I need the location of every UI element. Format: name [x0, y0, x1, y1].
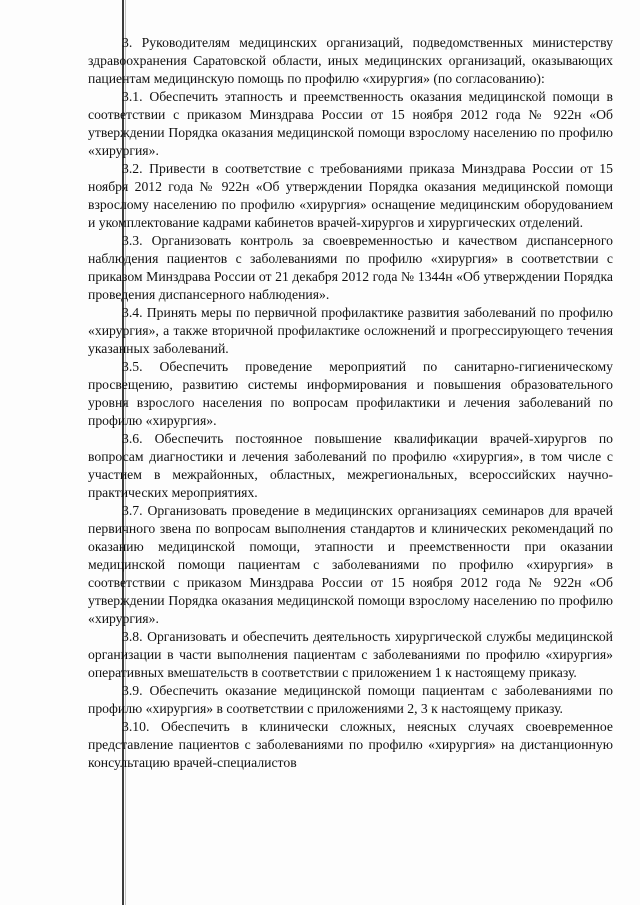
paragraph-3-8: 3.8. Организовать и обеспечить деятельность хирургической службы медицинской организации в части выполнения пациентам с заболеваниями по профилю «хирургия» оперативных вмешательств в соответствии с приложением 1 к настоящему приказу.: [88, 629, 613, 680]
paragraph-3-3: 3.3. Организовать контроль за своевременностью и качеством диспансерного наблюдения пациентов с заболеваниями по профилю «хирургия» в соответствии с приказом Минздрава России от 21 декабря 2012 года № 1344н «Об утверждении Порядка проведения диспансерного наблюдения».: [88, 233, 613, 302]
document-body: [88, 34, 613, 772]
paragraph-3: 3. Руководителям медицинских организаций, подведомственных министерству здравоохранения Саратовской области, иных медицинских организаций, оказывающих пациентам медицинскую помощь по профилю «хирургия» (по согласованию):: [88, 35, 613, 86]
paragraph-3-4: 3.4. Принять меры по первичной профилактике развития заболеваний по профилю «хирургия», а также вторичной профилактике осложнений и прогрессирующего течения указанных заболеваний.: [88, 305, 613, 356]
paragraph-3-1: 3.1. Обеспечить этапность и преемственность оказания медицинской помощи в соответствии с приказом Минздрава России от 15 ноября 2012 года № 922н «Об утверждении Порядка оказания медицинской помощи взрослому населению по профилю «хирургия».: [88, 89, 613, 158]
paragraph-3-7: 3.7. Организовать проведение в медицинских организациях семинаров для врачей первичного звена по вопросам выполнения стандартов и клинических рекомендаций по оказанию медицинской помощи, этапности и преемственности при оказании медицинской помощи пациентам с заболеваниями по профилю «хирургия» в соответствии с приказом Минздрава России от 15 ноября 2012 года № 922н «Об утверждении Порядка оказания медицинской помощи взрослому населению по профилю «хирургия».: [88, 503, 613, 626]
paragraph-3-5: 3.5. Обеспечить проведение мероприятий по санитарно-гигиеническому просвещению, развитию системы информирования и повышения образовательного уровня взрослого населения по вопросам профилактики и лечения заболеваний по профилю «хирургия».: [88, 359, 613, 428]
paragraph-3-6: 3.6. Обеспечить постоянное повышение квалификации врачей-хирургов по вопросам диагностики и лечения заболеваний по профилю «хирургия», в том числе с участием в межрайонных, областных, межрегиональных, всероссийских научно-практических мероприятиях.: [88, 431, 613, 500]
paragraph-3-9: 3.9. Обеспечить оказание медицинской помощи пациентам с заболеваниями по профилю «хирургия» в соответствии с приложениями 2, 3 к настоящему приказу.: [88, 683, 613, 716]
paragraph-3-10: 3.10. Обеспечить в клинически сложных, неясных случаях своевременное представление пациентов с заболеваниями по профилю «хирургия» на дистанционную консультацию врачей-специалистов: [88, 719, 613, 770]
paragraph-3-2: 3.2. Привести в соответствие с требованиями приказа Минздрава России от 15 ноября 2012 года № 922н «Об утверждении Порядка оказания медицинской помощи взрослому населению по профилю «хирургия» оснащение медицинским оборудованием и укомплектование кадрами кабинетов врачей-хирургов и хирургических отделений.: [88, 161, 613, 230]
